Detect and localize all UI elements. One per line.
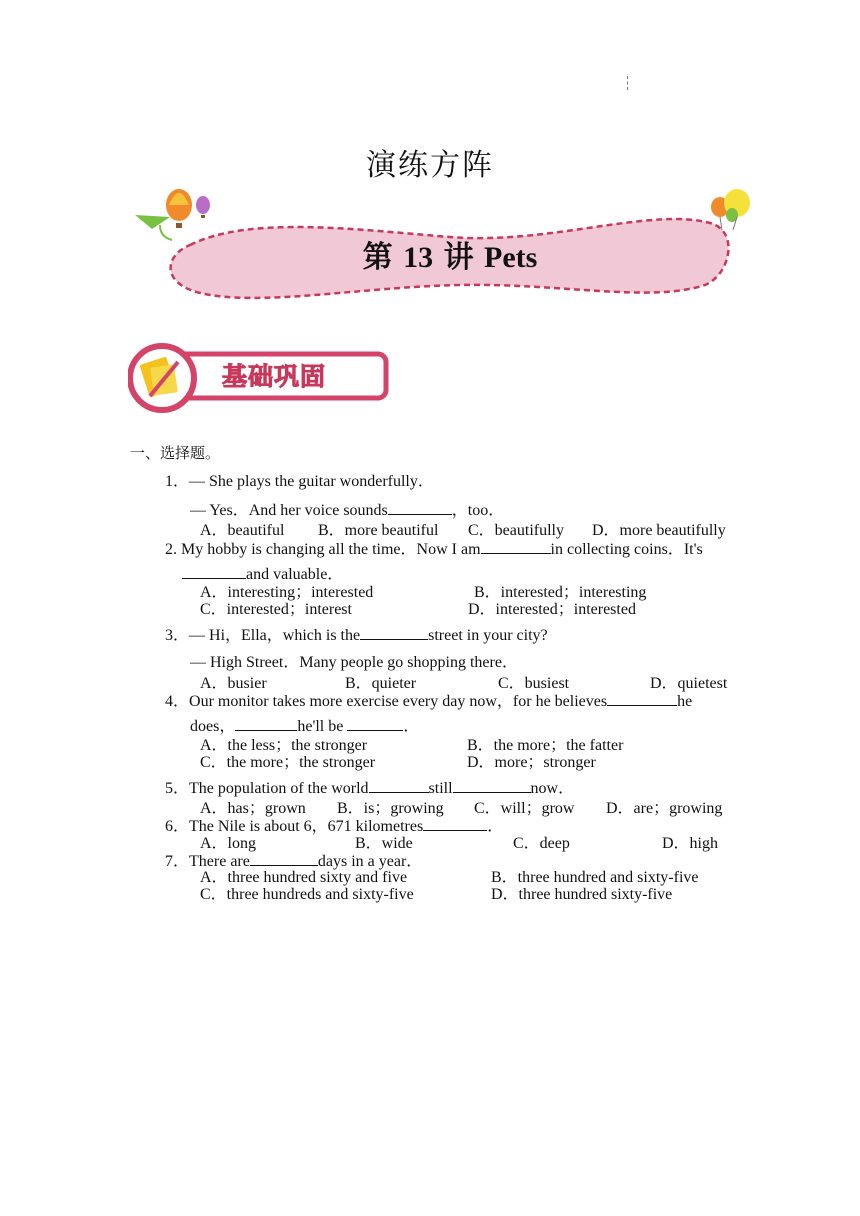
- answer-blank[interactable]: [250, 852, 318, 866]
- question-4-line-2: [190, 717, 419, 736]
- page-title: 演练方阵: [366, 148, 494, 183]
- question-text: ．: [487, 818, 504, 835]
- option-d[interactable]: D．quietest: [650, 675, 728, 692]
- question-1: [165, 473, 434, 491]
- question-number: 5．: [165, 780, 190, 797]
- question-number: 3．: [165, 627, 190, 644]
- answer-blank[interactable]: [423, 817, 487, 831]
- question-text: still: [428, 780, 453, 797]
- question-text: The population of the world: [189, 780, 369, 797]
- option-b[interactable]: B．is；growing: [337, 800, 444, 817]
- answer-blank[interactable]: [481, 540, 551, 554]
- option-a[interactable]: A．has；grown: [200, 800, 306, 817]
- lesson-topic: Pets: [484, 241, 538, 274]
- page-marker: [627, 76, 629, 90]
- question-text: does，: [190, 718, 236, 735]
- question-text: ，too．: [451, 502, 505, 519]
- question-text: Our monitor takes more exercise every day now，for he believes: [189, 693, 608, 710]
- paper-plane-icon: [135, 215, 172, 240]
- question-text: There are: [189, 853, 250, 870]
- question-number: 7．: [165, 853, 190, 870]
- option-c[interactable]: C．beautifully: [468, 522, 564, 539]
- option-b[interactable]: B．quieter: [345, 675, 417, 692]
- option-a[interactable]: A．the less；the stronger: [200, 737, 368, 754]
- option-a[interactable]: A．busier: [200, 675, 267, 692]
- question-text: he: [677, 693, 693, 710]
- question-number: 4．: [165, 693, 190, 710]
- question-text: he'll be: [297, 718, 344, 735]
- answer-blank[interactable]: [235, 717, 297, 731]
- option-b[interactable]: B．three hundred and sixty-five: [491, 869, 699, 886]
- option-d[interactable]: D．three hundred sixty-five: [491, 886, 673, 903]
- question-text: — Hi，Ella，which is the: [189, 627, 361, 644]
- question-number: 2.: [165, 541, 177, 558]
- section-heading: 一、选择题。: [130, 444, 221, 462]
- lesson-title: [175, 232, 725, 276]
- option-b[interactable]: B．wide: [355, 835, 413, 852]
- question-text: — Yes．And her voice sounds: [190, 502, 388, 519]
- question-text: street in your city?: [428, 627, 548, 644]
- option-d[interactable]: D．high: [662, 835, 719, 852]
- answer-blank[interactable]: [347, 717, 403, 731]
- option-d[interactable]: D．interested；interested: [468, 601, 636, 618]
- hot-air-balloon-icon: [166, 189, 192, 228]
- question-text: The Nile is about 6，671 kilometres: [189, 818, 424, 835]
- question-text: in collecting coins．It's: [550, 541, 703, 558]
- lesson-prefix: 第: [362, 240, 393, 275]
- answer-blank[interactable]: [369, 779, 429, 793]
- question-text: My hobby is changing all the time．Now I am: [181, 541, 481, 558]
- option-d[interactable]: D．are；growing: [606, 800, 723, 817]
- question-number: 6．: [165, 818, 190, 835]
- small-balloon-icon: [196, 196, 210, 218]
- question-3: [165, 626, 548, 645]
- option-d[interactable]: D．more；stronger: [467, 754, 596, 771]
- option-c[interactable]: C．three hundreds and sixty-five: [200, 886, 414, 903]
- option-c[interactable]: C．the more；the stronger: [200, 754, 376, 771]
- question-1-line-2: [190, 501, 504, 520]
- option-c[interactable]: C．will；grow: [474, 800, 575, 817]
- option-b[interactable]: B．the more；the fatter: [467, 737, 624, 754]
- answer-blank[interactable]: [453, 779, 531, 793]
- answer-blank[interactable]: [360, 626, 428, 640]
- question-text: and valuable．: [246, 566, 344, 583]
- question-3-line-2: — High Street．Many people go shopping there．: [190, 654, 518, 671]
- question-4: [165, 692, 692, 711]
- question-text: ．: [403, 718, 420, 735]
- option-b[interactable]: B．interested；interesting: [474, 584, 647, 601]
- question-text: now．: [530, 780, 575, 797]
- option-a[interactable]: A．long: [200, 835, 257, 852]
- option-a[interactable]: A．beautiful: [200, 522, 285, 539]
- question-number: 1．: [165, 473, 190, 490]
- section-badge-label: 基础巩固: [222, 362, 327, 391]
- question-2-line-2: [182, 565, 343, 584]
- question-text: days in a year．: [317, 853, 423, 870]
- question-text: — She plays the guitar wonderfully．: [189, 473, 434, 490]
- answer-blank[interactable]: [182, 565, 246, 579]
- option-d[interactable]: D．more beautifully: [592, 522, 726, 539]
- option-c[interactable]: C．deep: [513, 835, 570, 852]
- question-5: [165, 779, 574, 798]
- answer-blank[interactable]: [607, 692, 677, 706]
- lesson-middle: 讲: [443, 240, 474, 275]
- option-a[interactable]: A．three hundred sixty and five: [200, 869, 408, 886]
- question-6: [165, 817, 503, 836]
- lesson-number: 13: [403, 241, 434, 274]
- option-c[interactable]: C．busiest: [498, 675, 570, 692]
- answer-blank[interactable]: [388, 501, 452, 515]
- option-a[interactable]: A．interesting；interested: [200, 584, 374, 601]
- option-b[interactable]: B．more beautiful: [318, 522, 439, 539]
- balloon-cluster-icon: [711, 189, 750, 230]
- question-2: [165, 540, 703, 559]
- option-c[interactable]: C．interested；interest: [200, 601, 352, 618]
